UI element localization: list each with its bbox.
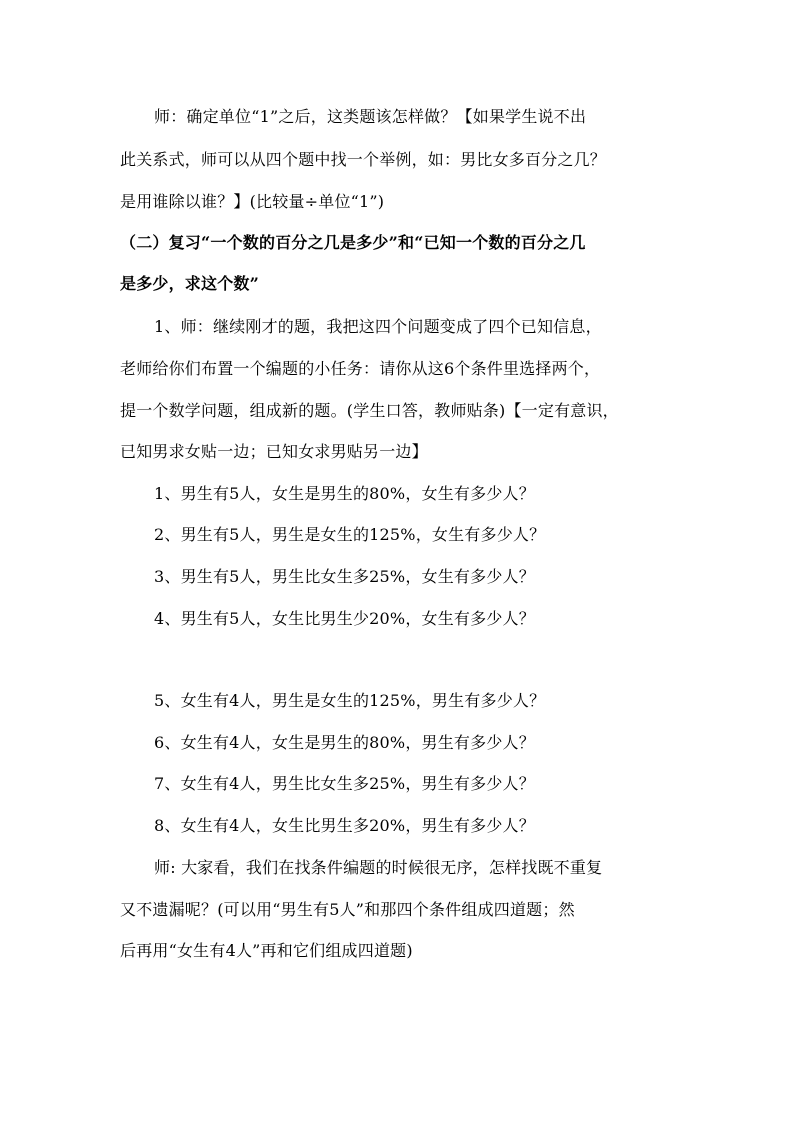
text-line: 师: 大家看，我们在找条件编题的时候很无序，怎样找既不重复 [154,858,603,877]
text-line: 1、师：继续刚才的题，我把这四个问题变成了四个已知信息， [154,317,602,336]
list-item: 4、男生有5人，女生比男生少20%，女生有多少人？ [154,609,535,628]
text-line: 又不遗漏呢？(可以用“男生有5人”和那四个条件组成四道题；然 [120,900,575,919]
section-heading: （二）复习“一个数的百分之几是多少”和“已知一个数的百分之几 [120,233,586,252]
list-item: 6、女生有4人，女生是男生的80%，男生有多少人？ [154,733,535,752]
section-heading: 是多少，求这个数” [120,274,260,293]
text-line: 后再用“女生有4人”再和它们组成四道题) [120,941,413,960]
text-line: 师：确定单位“1”之后，这类题该怎样做？【如果学生说不出 [154,107,587,126]
list-item: 1、男生有5人，女生是男生的80%，女生有多少人？ [154,484,535,503]
text-line: 老师给你们布置一个编题的小任务：请你从这6个条件里选择两个， [120,359,601,378]
list-item: 3、男生有5人，男生比女生多25%，女生有多少人？ [154,567,535,586]
list-item: 7、女生有4人，男生比女生多25%，男生有多少人？ [154,774,535,793]
list-item: 2、男生有5人，男生是女生的125%，女生有多少人？ [154,525,546,544]
text-line: 此关系式，师可以从四个题中找一个举例，如：男比女多百分之几？ [120,150,607,169]
list-item: 5、女生有4人，男生是女生的125%，男生有多少人？ [154,691,546,710]
text-line: 是用谁除以谁？】(比较量÷单位“1”) [120,192,385,211]
text-line: 提一个数学问题，组成新的题。(学生口答，教师贴条)【一定有意识， [120,401,619,420]
text-line: 已知男求女贴一边；已知女求男贴另一边】 [120,442,428,461]
list-item: 8、女生有4人，女生比男生多20%，男生有多少人？ [154,816,535,835]
